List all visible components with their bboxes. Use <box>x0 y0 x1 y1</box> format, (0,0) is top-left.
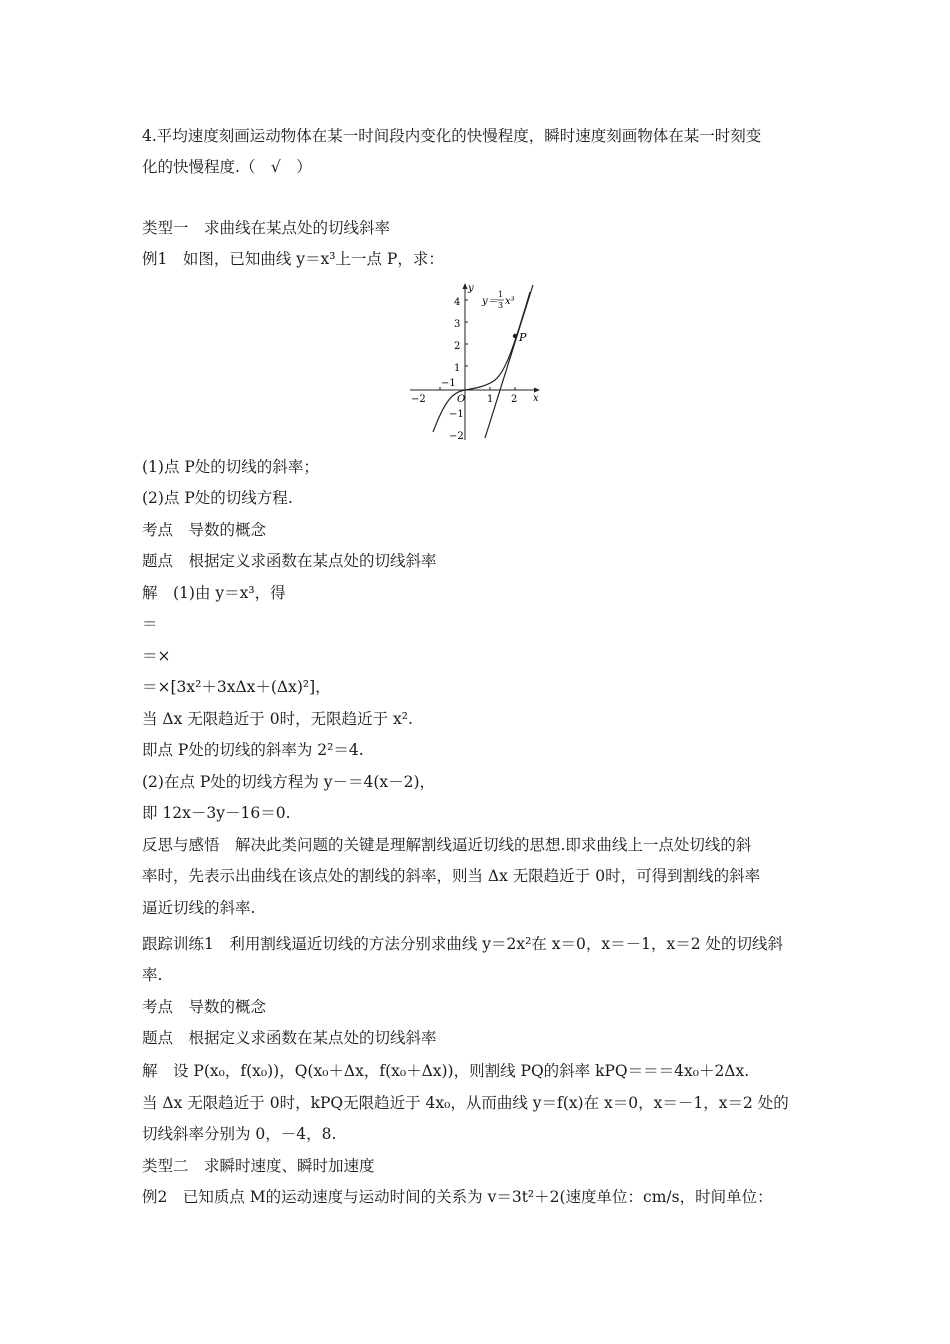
section-heading: 类型一 求曲线在某点处的切线斜率 <box>142 219 391 237</box>
cubic-curve-figure <box>405 280 550 445</box>
text-line: 考点 导数的概念 <box>142 998 267 1016</box>
curve-label-numerator: 1 <box>498 290 504 299</box>
text-line: 反思与感悟 解决此类问题的关键是理解割线逼近切线的思想.即求曲线上一点处切线的斜 <box>142 836 752 854</box>
x-tick-label: −2 <box>411 394 426 405</box>
section-heading: 类型二 求瞬时速度、瞬时加速度 <box>142 1157 375 1175</box>
text-line: 当 Δx 无限趋近于 0时，kPQ无限趋近于 4x₀，从而曲线 y＝f(x)在 x＝0，x＝－1，x＝2 处的 <box>142 1094 789 1112</box>
y-tick-label: −1 <box>449 409 464 420</box>
text-line: ＝×[3x²＋3xΔx＋(Δx)²]， <box>142 678 331 696</box>
y-axis-label: y <box>468 283 474 294</box>
y-tick-label: 1 <box>454 363 461 374</box>
x-tick-label: 2 <box>511 394 518 405</box>
figure-svg <box>405 280 550 445</box>
text-line: 题点 根据定义求函数在某点处的切线斜率 <box>142 552 437 570</box>
curve-label-denominator: 3 <box>498 301 504 310</box>
text-line: ＝× <box>142 647 171 665</box>
text-line: (1)点 P处的切线的斜率； <box>142 458 319 476</box>
y-tick-label: −2 <box>449 431 464 442</box>
text-line: 逼近切线的斜率. <box>142 899 256 917</box>
text-line: 例2 已知质点 M的运动速度与运动时间的关系为 v＝3t²＋2(速度单位：cm/s，时间单位： <box>142 1188 773 1206</box>
cubic-curve <box>433 292 530 432</box>
curve-label-rhs: x³ <box>505 296 515 307</box>
text-line: 即 12x－3y－16＝0. <box>142 804 291 822</box>
point-p <box>513 334 517 338</box>
y-tick-label: 4 <box>454 297 461 308</box>
text-line: (2)点 P处的切线方程. <box>142 489 293 507</box>
y-axis-arrow <box>463 283 468 289</box>
x-tick-label: 1 <box>487 394 494 405</box>
text-line: 率. <box>142 966 163 984</box>
text-line: (2)在点 P处的切线方程为 y－＝4(x－2)， <box>142 773 436 791</box>
text-line: 切线斜率分别为 0，－4，8. <box>142 1125 337 1143</box>
text-line: 化的快慢程度.（ √ ） <box>142 158 312 176</box>
curve-label: y＝ <box>482 296 498 307</box>
text-line: 题点 根据定义求函数在某点处的切线斜率 <box>142 1029 437 1047</box>
point-p-label: P <box>519 331 527 344</box>
text-line: 考点 导数的概念 <box>142 521 267 539</box>
origin-label: O <box>457 394 466 405</box>
text-line: 解 (1)由 y＝x³，得 <box>142 584 286 602</box>
tangent-line <box>485 285 533 438</box>
text-line: 跟踪训练1 利用割线逼近切线的方法分别求曲线 y＝2x²在 x＝0，x＝－1，x＝2 处的切线斜 <box>142 935 784 953</box>
text-line: 率时，先表示出曲线在该点处的割线的斜率，则当 Δx 无限趋近于 0时，可得到割线的斜率 <box>142 867 761 885</box>
text-line: 当 Δx 无限趋近于 0时，无限趋近于 x². <box>142 710 413 728</box>
text-line: 4.平均速度刻画运动物体在某一时间段内变化的快慢程度，瞬时速度刻画物体在某一时刻变 <box>142 127 762 145</box>
x-tick-label: −1 <box>441 378 456 389</box>
y-tick-label: 2 <box>454 341 461 352</box>
x-axis-arrow <box>534 388 540 393</box>
text-line: ＝ <box>142 615 158 633</box>
example-heading: 例1 如图，已知曲线 y＝x³上一点 P，求： <box>142 250 444 268</box>
y-tick-label: 3 <box>454 319 461 330</box>
text-line: 解 设 P(x₀，f(x₀))，Q(x₀＋Δx，f(x₀＋Δx))，则割线 PQ的斜率 kPQ＝＝＝4x₀＋2Δx. <box>142 1062 750 1080</box>
text-line: 即点 P处的切线的斜率为 2²＝4. <box>142 741 364 759</box>
x-axis-label: x <box>533 393 539 404</box>
